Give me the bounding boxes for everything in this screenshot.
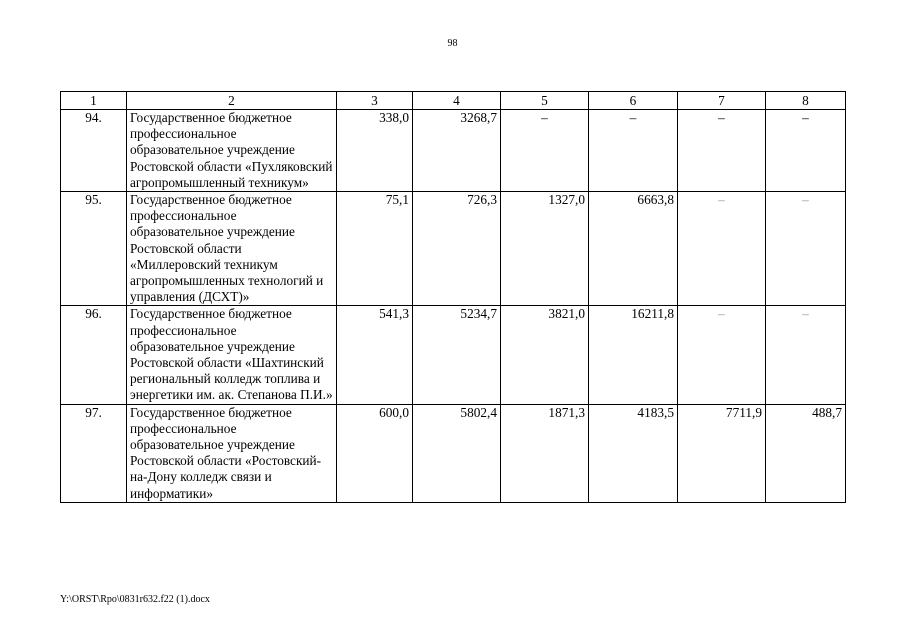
header-row [61, 92, 846, 110]
table-row [61, 192, 846, 306]
cell-col7: – [678, 110, 766, 192]
institution-name: Государственное бюджетное профессиональное образовательное учреждение Ростовской области «Миллеровский техникум агропромышленных технологий и управления (ДСХТ)» [127, 192, 337, 306]
cell-col5: 3821,0 [501, 306, 589, 404]
col-header-5: 5 [501, 92, 589, 110]
row-number: 97. [61, 404, 127, 502]
cell-col4: 5802,4 [413, 404, 501, 502]
table-row [61, 404, 846, 502]
data-table [60, 91, 846, 503]
cell-col7: – [678, 306, 766, 404]
cell-col6: 16211,8 [589, 306, 678, 404]
institution-name: Государственное бюджетное профессиональное образовательное учреждение Ростовской области «Ростовский-на-Дону колледж связи и информатики» [127, 404, 337, 502]
cell-col5: – [501, 110, 589, 192]
row-number: 96. [61, 306, 127, 404]
cell-col3: 338,0 [337, 110, 413, 192]
cell-col4: 5234,7 [413, 306, 501, 404]
institution-name: Государственное бюджетное профессиональное образовательное учреждение Ростовской области «Шахтинский региональный колледж топлива и энергетики им. ак. Степанова П.И.» [127, 306, 337, 404]
col-header-2: 2 [127, 92, 337, 110]
cell-col3: 75,1 [337, 192, 413, 306]
cell-col6: 4183,5 [589, 404, 678, 502]
col-header-6: 6 [589, 92, 678, 110]
col-header-1: 1 [61, 92, 127, 110]
cell-col4: 726,3 [413, 192, 501, 306]
cell-col6: 6663,8 [589, 192, 678, 306]
col-header-8: 8 [766, 92, 846, 110]
cell-col7: 7711,9 [678, 404, 766, 502]
footer-file-path: Y:\ORST\Rpo\0831r632.f22 (1).docx [60, 594, 210, 605]
cell-col8: 488,7 [766, 404, 846, 502]
col-header-7: 7 [678, 92, 766, 110]
cell-col8: – [766, 306, 846, 404]
table-row [61, 306, 846, 404]
cell-col7: – [678, 192, 766, 306]
institution-name: Государственное бюджетное профессиональное образовательное учреждение Ростовской области «Пухляковский агропромышленный техникум» [127, 110, 337, 192]
table-row [61, 110, 846, 192]
page-number: 98 [447, 38, 458, 49]
row-number: 94. [61, 110, 127, 192]
cell-col6: – [589, 110, 678, 192]
cell-col4: 3268,7 [413, 110, 501, 192]
cell-col3: 600,0 [337, 404, 413, 502]
cell-col5: 1871,3 [501, 404, 589, 502]
cell-col8: – [766, 110, 846, 192]
col-header-3: 3 [337, 92, 413, 110]
col-header-4: 4 [413, 92, 501, 110]
cell-col5: 1327,0 [501, 192, 589, 306]
cell-col8: – [766, 192, 846, 306]
cell-col3: 541,3 [337, 306, 413, 404]
row-number: 95. [61, 192, 127, 306]
